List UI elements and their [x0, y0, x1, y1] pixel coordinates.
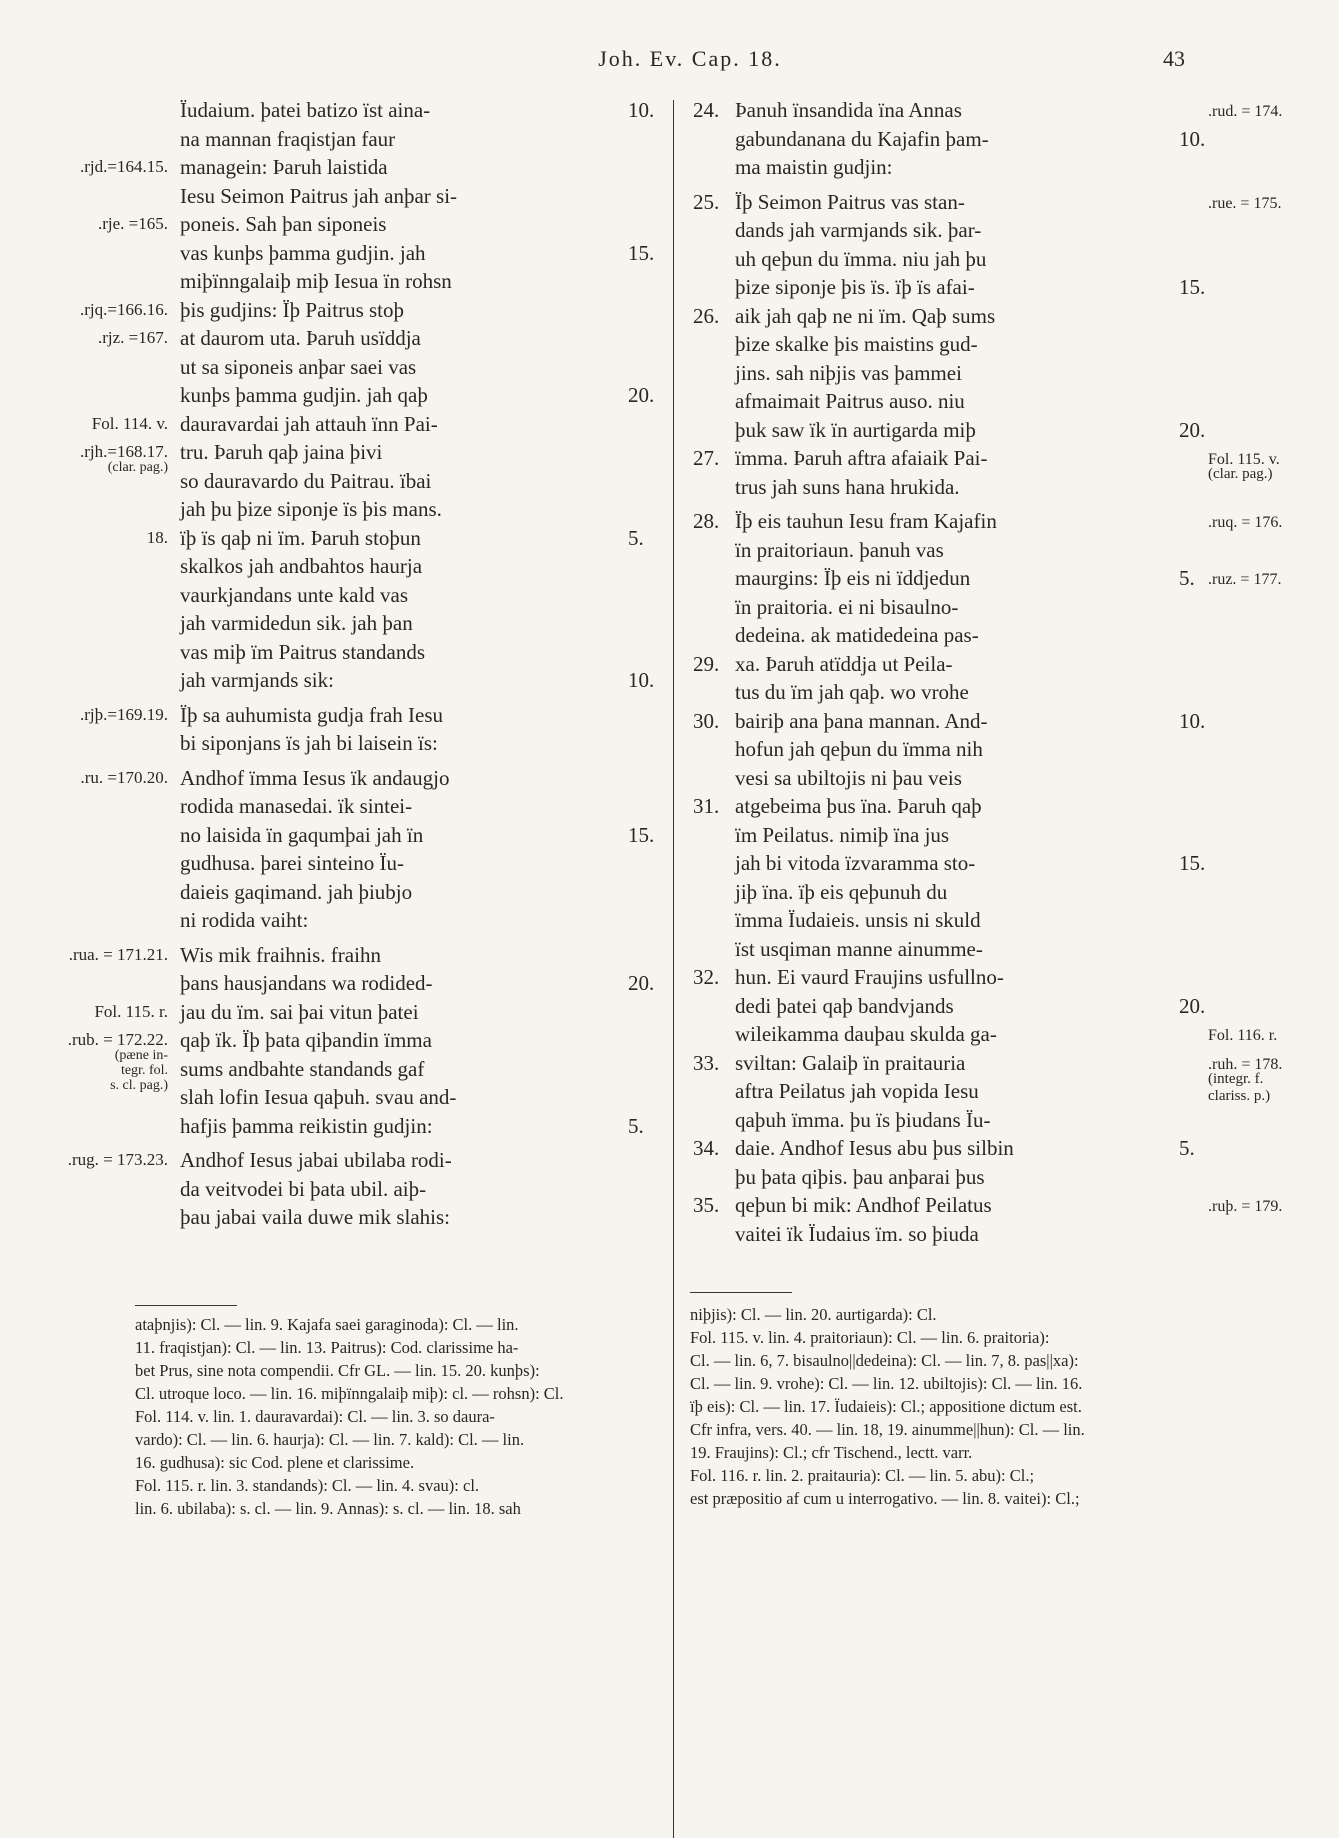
verse-text: Þanuh ïnsandida ïna Annas: [735, 98, 962, 122]
text-line: [675, 650, 1339, 679]
verse-text: Iesu Seimon Paitrus jah anþar si-: [180, 183, 458, 208]
verse-number: 29.: [693, 651, 720, 676]
text-line: [675, 764, 1339, 793]
verse-number: 34.: [693, 1136, 720, 1160]
text-line: [675, 821, 1339, 850]
verse-text: maurgins: Ïþ eis ni ïddjedun: [735, 566, 971, 590]
footnote-line: ïþ eis): Cl. — lin. 17. Ïudaieis): Cl.; appositione dictum est.: [690, 1397, 1082, 1416]
margin-subnote: (integr. f. clariss. p.): [1208, 1070, 1271, 1104]
verse-text: bi siponjans ïs jah bi laisein ïs:: [180, 731, 438, 755]
footnotes-left: [135, 1313, 655, 1520]
verse-text: ma maistin gudjin:: [735, 155, 893, 179]
text-line: [675, 878, 1339, 907]
text-line: [0, 906, 672, 935]
text-line: [675, 992, 1339, 1021]
margin-note: .ruþ. = 179.: [1208, 1198, 1283, 1215]
text-line: [675, 216, 1339, 245]
margin-note: .rug. = 173.23.: [67, 1150, 168, 1169]
footnote-line: Fol. 115. r. lin. 3. standands): Cl. — lin. 4. svau): cl.: [135, 1476, 480, 1495]
text-line: [675, 330, 1339, 359]
right-column: [675, 96, 1339, 1248]
text-line: [0, 296, 672, 325]
text-line: [0, 239, 672, 268]
text-line: [675, 273, 1339, 302]
footnote-line: Cl. utroque loco. — lin. 16. miþïnngalaiþ miþ): cl. — rohsn): Cl.: [135, 1384, 564, 1403]
text-line: [0, 581, 672, 610]
text-line: [675, 963, 1339, 992]
verse-text: vas miþ ïm Paitrus standands: [180, 639, 425, 664]
verse-text: aik jah qaþ ne ni ïm. Qaþ sums: [735, 303, 996, 328]
footnote-line: Cfr infra, vers. 40. — lin. 18, 19. ainumme||hun): Cl. — lin.: [690, 1420, 1085, 1439]
verse-number: 27.: [693, 446, 720, 470]
verse-text: ut sa siponeis anþar saei vas: [180, 354, 417, 379]
verse-text: vas kunþs þamma gudjin. jah: [180, 240, 426, 265]
margin-note: .ruz. = 177.: [1208, 571, 1282, 588]
verse-text: jah þu þize siponje ïs þis mans.: [180, 497, 442, 521]
line-number: 5.: [628, 1113, 644, 1138]
verse-text: wileikamma dauþau skulda ga-: [735, 1022, 997, 1046]
text-line: [0, 666, 672, 695]
verse-text: no laisida ïn gaqumþai jah ïn: [180, 822, 424, 847]
verse-text: tus du ïm jah qaþ. wo vrohe: [735, 680, 969, 704]
verse-text: Ïþ eis tauhun Iesu fram Kajafin: [735, 509, 997, 533]
verse-text: afmaimait Paitrus auso. niu: [735, 389, 965, 413]
verse-text: Ïþ sa auhumista gudja frah Iesu: [180, 702, 444, 727]
verse-text: þuk saw ïk ïn aurtigarda miþ: [735, 417, 976, 442]
text-line: [675, 849, 1339, 878]
verse-text: ïmma Ïudaieis. unsis ni skuld: [735, 908, 981, 932]
text-line: [0, 467, 672, 496]
verse-text: jah varmjands sik:: [180, 668, 334, 692]
margin-subnote: (clar. pag.): [107, 460, 168, 475]
verse-text: qaþ ïk. Ïþ þata qiþandin ïmma: [180, 1028, 432, 1052]
margin-note: .rje. =165.: [97, 214, 168, 233]
footnote-line: niþjis): Cl. — lin. 20. aurtigarda): Cl.: [690, 1305, 937, 1324]
text-line: [675, 153, 1339, 182]
verse-text: vesi sa ubiltojis ni þau veis: [735, 765, 962, 790]
verse-text: sums andbahte standands gaf: [180, 1056, 425, 1081]
verse-text: dedi þatei qaþ bandvjands: [735, 993, 954, 1018]
verse-text: vaurkjandans unte kald vas: [180, 582, 409, 607]
verse-text: Andhof ïmma Iesus ïk andaugjo: [180, 765, 450, 790]
margin-note: .rjz. =167.: [97, 328, 168, 347]
verse-text: na mannan fraqistjan faur: [180, 126, 396, 151]
text-line: [675, 188, 1339, 217]
verse-text: trus jah suns hana hrukida.: [735, 474, 960, 499]
line-number: 20.: [628, 383, 655, 407]
verse-text: daieis gaqimand. jah þiubjo: [180, 879, 413, 904]
footnote-line: Cl. — lin. 6, 7. bisaulno||dedeina): Cl. — lin. 7, 8. pas||xa):: [690, 1351, 1079, 1370]
text-line: [675, 1077, 1339, 1106]
verse-text: at daurom uta. Þaruh usïddja: [180, 326, 421, 350]
verse-text: atgebeima þus ïna. Þaruh qaþ: [735, 794, 982, 818]
margin-note: Fol. 115. v.: [1208, 451, 1280, 468]
verse-text: so dauravardo du Paitrau. ïbai: [180, 468, 432, 493]
line-number: 10.: [1179, 126, 1206, 151]
text-line: [0, 1083, 672, 1112]
text-line: [675, 792, 1339, 821]
verse-text: jah bi vitoda ïzvaramma sto-: [735, 851, 976, 875]
footnote-line: lin. 6. ubilaba): s. cl. — lin. 9. Annas): s. cl. — lin. 18. sah: [135, 1499, 521, 1518]
line-number: 10.: [628, 668, 655, 692]
verse-text: slah lofin Iesua qaþuh. svau and-: [180, 1085, 457, 1109]
text-line: [675, 1220, 1339, 1249]
text-line: [675, 593, 1339, 622]
margin-note: .rjq.=166.16.: [80, 299, 168, 319]
line-number: 15.: [1179, 275, 1206, 299]
line-number: 5.: [628, 525, 644, 550]
text-line: [0, 410, 672, 439]
verse-number: 24.: [693, 98, 720, 122]
text-line: [0, 849, 672, 878]
verse-text: Ïþ Seimon Paitrus vas stan-: [735, 189, 965, 214]
line-number: 20.: [1179, 993, 1206, 1018]
text-line: [0, 941, 672, 970]
text-line: [0, 96, 672, 125]
text-line: [675, 416, 1339, 445]
verse-text: þu þata qiþis. þau anþarai þus: [735, 1164, 985, 1189]
footnote-line: est præpositio af cum u interrogativo. — lin. 8. vaitei): Cl.;: [690, 1489, 1080, 1508]
verse-number: 26.: [693, 303, 720, 328]
footnote-rule-right: [690, 1292, 792, 1293]
line-number: 10.: [1179, 708, 1206, 733]
text-line: [675, 507, 1339, 536]
text-line: [0, 125, 672, 154]
text-line: [0, 210, 672, 239]
verse-text: þis gudjins: Ïþ Paitrus stoþ: [180, 297, 405, 322]
text-line: [0, 1112, 672, 1141]
text-line: [675, 621, 1339, 650]
text-line: [0, 438, 672, 475]
line-number: 20.: [628, 971, 655, 995]
footnote-line: vardo): Cl. — lin. 6. haurja): Cl. — lin. 7. kald): Cl. — lin.: [135, 1430, 525, 1449]
text-line: [0, 182, 672, 211]
verse-text: dedeina. ak matidedeina pas-: [735, 623, 979, 647]
column-divider: [673, 100, 674, 1838]
footnote-line: 11. fraqistjan): Cl. — lin. 13. Paitrus): Cod. clarissime ha-: [135, 1338, 519, 1357]
footnote-line: Fol. 114. v. lin. 1. dauravardai): Cl. — lin. 3. so daura-: [135, 1407, 495, 1426]
text-line: [0, 609, 672, 638]
text-line: [675, 735, 1339, 764]
text-line: [675, 707, 1339, 736]
margin-note: .rjþ.=169.19.: [80, 704, 168, 724]
verse-text: ïn praitoriaun. þanuh vas: [735, 537, 944, 562]
verse-text: gabundanana du Kajafin þam-: [735, 126, 989, 151]
text-line: [0, 153, 672, 182]
line-number: 15.: [628, 822, 655, 847]
footnote-line: ataþnjis): Cl. — lin. 9. Kajafa saei garaginoda): Cl. — lin.: [135, 1315, 519, 1334]
text-line: [675, 678, 1339, 707]
verse-text: skalkos jah andbahtos haurja: [180, 554, 423, 578]
text-line: [0, 552, 672, 581]
margin-subnote: (pæne in- tegr. fol. s. cl. pag.): [110, 1048, 168, 1093]
text-line: [0, 638, 672, 667]
text-line: [675, 1191, 1339, 1220]
verse-text: hofun jah qeþun du ïmma nih: [735, 737, 983, 761]
footnote-line: Cl. — lin. 9. vrohe): Cl. — lin. 12. ubiltojis): Cl. — lin. 16.: [690, 1374, 1083, 1393]
margin-note: .rjd.=164.15.: [80, 157, 168, 176]
verse-text: hun. Ei vaurd Fraujins usfullno-: [735, 965, 1004, 989]
margin-note: .rud. = 174.: [1208, 103, 1283, 120]
text-line: [0, 729, 672, 758]
verse-text: xa. Þaruh atïddja ut Peila-: [735, 651, 953, 676]
text-line: [0, 792, 672, 821]
verse-number: 32.: [693, 965, 720, 989]
verse-text: qeþun bi mik: Andhof Peilatus: [735, 1193, 992, 1217]
running-header: Joh. Ev. Cap. 18.: [598, 46, 782, 71]
text-line: [0, 381, 672, 410]
text-line: [675, 387, 1339, 416]
line-number: 5.: [1179, 566, 1195, 590]
verse-number: 30.: [693, 708, 720, 733]
text-line: [675, 444, 1339, 482]
margin-note: .ruq. = 176.: [1208, 514, 1283, 531]
text-line: [0, 1055, 672, 1084]
margin-note: .ruh. = 178.: [1208, 1055, 1283, 1073]
verse-text: Andhof Iesus jabai ubilaba rodi-: [180, 1148, 452, 1172]
margin-note: .rue. = 175.: [1208, 194, 1282, 212]
text-line: [675, 245, 1339, 274]
verse-text: qaþuh ïmma. þu ïs þiudans Ïu-: [735, 1107, 991, 1132]
text-line: [675, 125, 1339, 154]
verse-text: þize skalke þis maistins gud-: [735, 332, 978, 356]
text-line: [0, 998, 672, 1027]
text-line: [0, 764, 672, 793]
verse-text: ïm Peilatus. nimiþ ïna jus: [735, 822, 950, 847]
verse-text: miþïnngalaiþ miþ Iesua ïn rohsn: [180, 269, 452, 293]
margin-note: 18.: [146, 527, 168, 547]
verse-number: 33.: [693, 1050, 720, 1075]
footnote-line: 16. gudhusa): sic Cod. plene et clarissime.: [135, 1453, 415, 1472]
margin-note: Fol. 114. v.: [91, 413, 168, 433]
verse-text: jiþ ïna. ïþ eis qeþunuh du: [735, 879, 948, 904]
page-number: 43: [1163, 46, 1185, 71]
verse-text: jah varmidedun sik. jah þan: [180, 611, 413, 635]
text-line: [675, 906, 1339, 935]
verse-text: jins. sah niþjis vas þammei: [735, 360, 962, 385]
verse-text: ïþ ïs qaþ ni ïm. Þaruh stoþun: [180, 525, 421, 550]
verse-text: Ïudaium. þatei batizo ïst aina-: [180, 98, 431, 122]
text-line: [675, 536, 1339, 565]
verse-text: uh qeþun du ïmma. niu jah þu: [735, 246, 987, 271]
verse-text: da veitvodei bi þata ubil. aiþ-: [180, 1176, 427, 1201]
verse-text: managein: Þaruh laistida: [180, 155, 388, 179]
verse-text: ni rodida vaiht:: [180, 908, 309, 932]
text-line: [0, 495, 672, 524]
verse-text: daie. Andhof Iesus abu þus silbin: [735, 1136, 1014, 1160]
margin-note: Fol. 115. r.: [94, 1001, 168, 1021]
footnote-line: Fol. 116. r. lin. 2. praitauria): Cl. — lin. 5. abu): Cl.;: [690, 1466, 1035, 1485]
footnote-rule-left: [135, 1305, 237, 1306]
verse-text: kunþs þamma gudjin. jah qaþ: [180, 383, 428, 407]
text-line: [675, 1020, 1339, 1049]
footnotes-right: [690, 1303, 1210, 1510]
verse-number: 31.: [693, 794, 720, 818]
verse-text: ïmma. Þaruh aftra afaiaik Pai-: [735, 446, 988, 470]
text-line: [0, 324, 672, 353]
text-line: [0, 353, 672, 382]
line-number: 5.: [1179, 1136, 1195, 1160]
text-line: [0, 969, 672, 998]
text-line: [675, 935, 1339, 964]
text-line: [675, 1134, 1339, 1163]
verse-number: 28.: [693, 509, 720, 533]
text-line: [675, 473, 1339, 502]
text-line: [0, 524, 672, 553]
verse-text: hafjis þamma reikistin gudjin:: [180, 1113, 433, 1138]
text-line: [0, 821, 672, 850]
text-line: [0, 267, 672, 296]
verse-text: Wis mik fraihnis. fraihn: [180, 942, 381, 967]
verse-text: gudhusa. þarei sinteino Ïu-: [180, 851, 404, 875]
line-number: 15.: [628, 240, 655, 265]
verse-text: aftra Peilatus jah vopida Iesu: [735, 1079, 979, 1103]
text-line: [675, 1163, 1339, 1192]
verse-text: vaitei ïk Ïudaius ïm. so þiuda: [735, 1221, 979, 1246]
verse-text: rodida manasedai. ïk sintei-: [180, 794, 413, 818]
verse-text: tru. Þaruh qaþ jaina þivi: [180, 440, 383, 464]
text-line: [0, 1146, 672, 1175]
line-number: 20.: [1179, 417, 1206, 442]
text-line: [0, 1175, 672, 1204]
text-line: [675, 1106, 1339, 1135]
verse-number: 35.: [693, 1193, 720, 1217]
verse-text: ïn praitoria. ei ni bisaulno-: [735, 594, 959, 619]
footnote-line: Fol. 115. v. lin. 4. praitoriaun): Cl. — lin. 6. praitoria):: [690, 1328, 1050, 1347]
verse-text: ïst usqiman manne ainumme-: [735, 936, 983, 961]
verse-text: þau jabai vaila duwe mik slahis:: [180, 1205, 451, 1229]
margin-note: .rjh.=168.17.: [80, 442, 168, 461]
verse-text: dauravardai jah attauh ïnn Pai-: [180, 411, 438, 436]
margin-note: .rua. = 171.21.: [68, 944, 168, 964]
verse-text: poneis. Sah þan siponeis: [180, 212, 387, 236]
verse-text: þize siponje þis ïs. ïþ ïs afai-: [735, 275, 975, 299]
verse-text: bairiþ ana þana mannan. And-: [735, 708, 988, 733]
left-column: [0, 96, 672, 1232]
text-line: [0, 878, 672, 907]
text-line: [675, 96, 1339, 125]
margin-note: .ru. =170.20.: [80, 767, 168, 787]
verse-text: jau du ïm. sai þai vitun þatei: [180, 999, 419, 1024]
verse-text: dands jah varmjands sik. þar-: [735, 218, 982, 242]
text-line: [675, 302, 1339, 331]
footnote-line: bet Prus, sine nota compendii. Cfr GL. — lin. 15. 20. kunþs):: [135, 1361, 540, 1380]
margin-subnote: (clar. pag.): [1208, 466, 1273, 482]
line-number: 10.: [628, 98, 655, 122]
text-line: [675, 359, 1339, 388]
verse-number: 25.: [693, 189, 720, 214]
text-line: [675, 564, 1339, 593]
margin-note: .rub. = 172.22.: [67, 1030, 168, 1049]
line-number: 15.: [1179, 851, 1206, 875]
margin-note: Fol. 116. r.: [1208, 1027, 1278, 1044]
text-line: [0, 1203, 672, 1232]
verse-text: þans hausjandans wa rodided-: [180, 971, 433, 995]
verse-text: sviltan: Galaiþ ïn praitauria: [735, 1050, 966, 1075]
text-line: [0, 701, 672, 730]
footnote-line: 19. Fraujins): Cl.; cfr Tischend., lectt. varr.: [690, 1443, 973, 1462]
